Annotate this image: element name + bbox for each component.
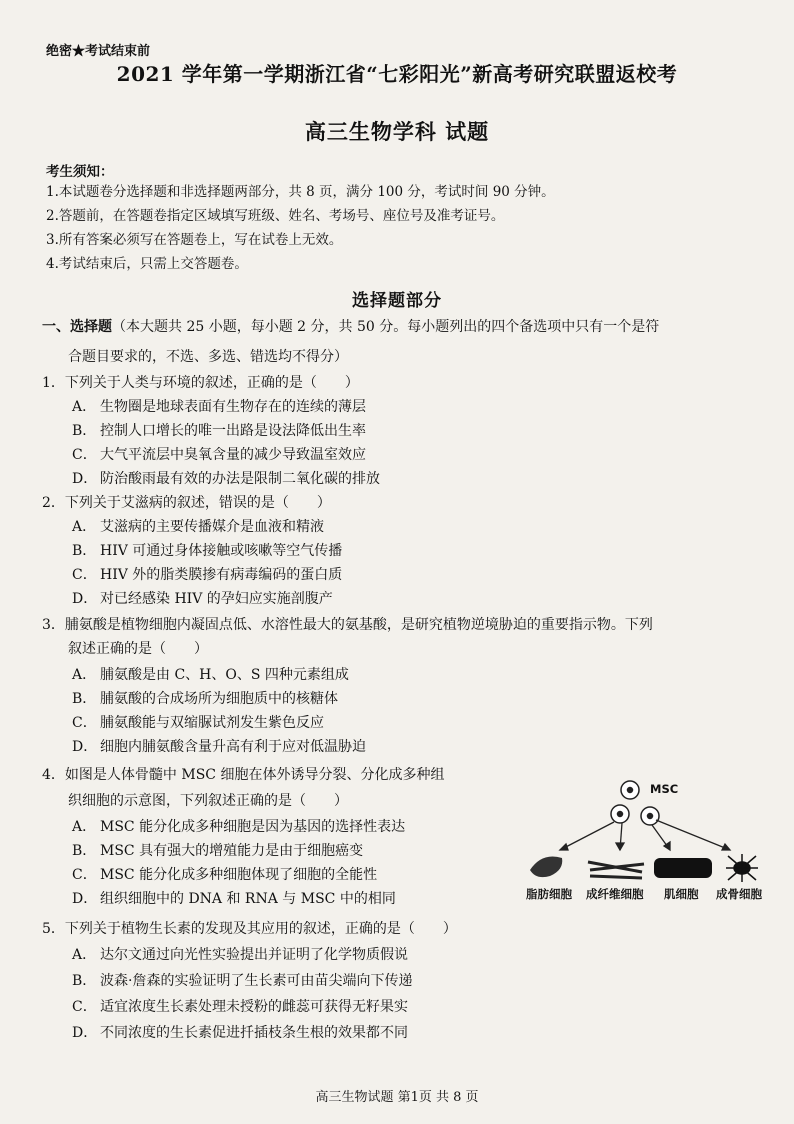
exam-subtitle: 高三生物学科 试题 [304,119,490,144]
fibroblast-label: 成纤维细胞 [586,887,644,901]
msc-label: MSC [650,782,679,796]
page-footer: 高三生物试题 第1页 共 8 页 [315,1090,479,1105]
confidential-mark: 绝密★考试结束前 [46,44,151,59]
question-3-option: D． 细胞内脯氨酸含量升高有利于应对低温胁迫 [72,739,366,755]
notice-item: 4.考试结束后，只需上交答题卷。 [46,256,248,272]
question-3-option: B． 脯氨酸的合成场所为细胞质中的核糖体 [72,691,338,707]
question-1-stem: 1．下列关于人类与环境的叙述，正确的是（ ） [42,375,359,391]
question-3-option: A． 脯氨酸是由 C、H、O、S 四种元素组成 [72,667,349,683]
question-2-option: D． 对已经感染 HIV 的孕妇应实施剖腹产 [72,591,333,607]
section-intro-cont: 合题目要求的，不选、多选、错选均不得分） [68,349,348,365]
question-2-option: A． 艾滋病的主要传播媒介是血液和精液 [72,519,324,535]
question-5-option: B． 波森·詹森的实验证明了生长素可由苗尖端向下传递 [72,973,413,989]
question-4-stem: 4．如图是人体骨髓中 MSC 细胞在体外诱导分裂、分化成多种组 [42,767,445,783]
intro-label: 一、选择题 [42,319,112,335]
bone-cell-icon [726,854,758,882]
question-5-option: D． 不同浓度的生长素促进扦插枝条生根的效果都不同 [72,1025,408,1041]
bone-cell-label: 成骨细胞 [716,887,762,901]
notice-heading: 考生须知： [46,164,114,180]
question-3-stem: 3．脯氨酸是植物细胞内凝固点低、水溶性最大的氨基酸，是研究植物逆境胁迫的重要指示物。下列 [42,617,653,633]
arrow-to-fat [560,822,614,850]
fat-cell-icon [530,857,562,878]
question-1-option: D． 防治酸雨最有效的办法是限制二氧化碳的排放 [72,471,380,487]
question-5-option: C． 适宜浓度生长素处理未授粉的雌蕊可获得无籽果实 [72,999,408,1015]
question-1-option: C． 大气平流层中臭氧含量的减少导致温室效应 [72,447,366,463]
intro-text: （本大题共 25 小题，每小题 2 分，共 50 分。每小题列出的四个备选项中只有一个是符 [112,319,660,335]
question-4-option: C． MSC 能分化成多种细胞体现了细胞的全能性 [72,867,378,883]
notice-item: 1.本试题卷分选择题和非选择题两部分，共 8 页，满分 100 分，考试时间 90 分钟。 [46,184,555,200]
question-4-option: D． 组织细胞中的 DNA 和 RNA 与 MSC 中的相同 [72,891,396,907]
question-1-option: A． 生物圈是地球表面有生物存在的连续的薄层 [72,399,366,415]
question-3-option: C． 脯氨酸能与双缩脲试剂发生紫色反应 [72,715,324,731]
question-4-option: A． MSC 能分化成多种细胞是因为基因的选择性表达 [72,819,406,835]
fat-cell-label: 脂肪细胞 [526,887,572,901]
question-5-option: A． 达尔文通过向光性实验提出并证明了化学物质假说 [72,947,408,963]
notice-item: 2.答题前，在答题卷指定区域填写班级、姓名、考场号、座位号及准考证号。 [46,208,505,224]
question-4-option: B． MSC 具有强大的增殖能力是由于细胞癌变 [72,843,364,859]
fibroblast-icon [588,862,644,878]
question-5-stem: 5．下列关于植物生长素的发现及其应用的叙述，正确的是（ ） [42,921,457,937]
msc-differentiation-figure [520,770,770,910]
question-2-option: C． HIV 外的脂类膜掺有病毒编码的蛋白质 [72,567,343,583]
question-4-stem-cont: 织细胞的示意图，下列叙述正确的是（ ） [68,793,348,809]
section-title: 选择题部分 [352,291,442,311]
muscle-cell-label: 肌细胞 [664,887,699,901]
muscle-cell-icon [654,858,712,878]
question-2-option: B． HIV 可通过身体接触或咳嗽等空气传播 [72,543,343,559]
section-intro [42,316,659,336]
question-3-stem-cont: 叙述正确的是（ ） [68,641,208,657]
exam-title: 2021 学年第一学期浙江省“七彩阳光”新高考研究联盟返校考 [116,62,678,86]
question-1-option: B． 控制人口增长的唯一出路是设法降低出生率 [72,423,366,439]
question-2-stem: 2．下列关于艾滋病的叙述，错误的是（ ） [42,495,331,511]
notice-item: 3.所有答案必须写在答题卷上，写在试卷上无效。 [46,232,343,248]
